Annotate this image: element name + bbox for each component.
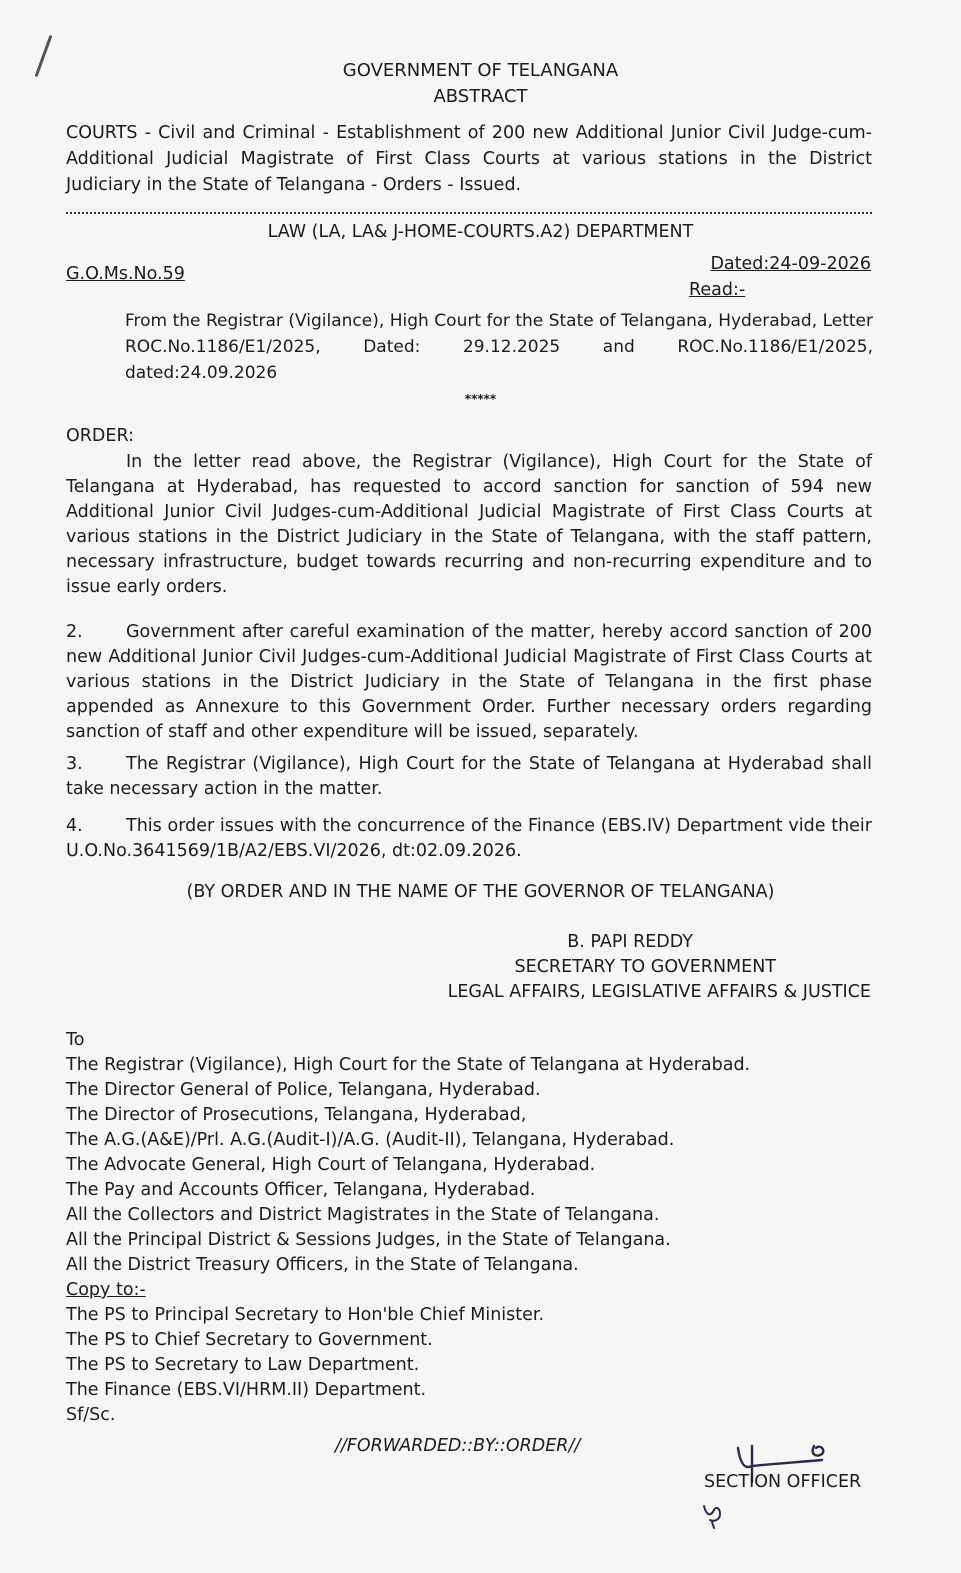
paragraph-2 <box>66 620 872 745</box>
government-heading: GOVERNMENT OF TELANGANA <box>342 60 619 81</box>
forwarded-line: //FORWARDED::BY::ORDER// <box>335 1436 581 1456</box>
recipient-item: The Director of Prosecutions, Telangana, Hyderabad, <box>66 1105 527 1125</box>
paragraph-2-text: Government after careful examination of the matter, hereby accord sanction of 200 new Additional Junior Civil Judges-cum-Additional Judicial Magistrate of First Class Courts at various stations in the District Judiciary in the State of Telangana in the first phase appended as Annexure to this Government Order. Further necessary orders regarding sanction of staff and other expenditure will be issued, separately. <box>66 622 872 742</box>
abstract-heading: ABSTRACT <box>433 86 528 107</box>
signatory-block <box>271 930 871 1005</box>
dated-label: Dated:24-09-2026 <box>710 254 871 274</box>
copy-to-item: The PS to Chief Secretary to Government. <box>66 1330 433 1350</box>
copy-to-item: The PS to Secretary to Law Department. <box>66 1355 420 1375</box>
paragraph-4 <box>66 814 872 864</box>
recipient-item: All the Principal District & Sessions Judges, in the State of Telangana. <box>66 1230 671 1250</box>
paragraph-3-text: The Registrar (Vigilance), High Court for the State of Telangana at Hyderabad shall take necessary action in the matter. <box>66 754 872 799</box>
copy-to-item: Sf/Sc. <box>66 1405 116 1425</box>
recipient-item: The Pay and Accounts Officer, Telangana, Hyderabad. <box>66 1180 536 1200</box>
governor-line: (BY ORDER AND IN THE NAME OF THE GOVERNOR OF TELANGANA) <box>186 882 775 902</box>
dotted-divider <box>66 212 872 214</box>
handwritten-initials <box>700 1500 728 1530</box>
paragraph-1 <box>66 450 872 600</box>
paragraph-4-text: This order issues with the concurrence of the Finance (EBS.IV) Department vide their U.O.No.3641569/1B/A2/EBS.VI/2026, dt:02.09.2026. <box>66 816 872 861</box>
to-label: To <box>66 1030 85 1050</box>
copy-to-item: The Finance (EBS.VI/HRM.II) Department. <box>66 1380 427 1400</box>
distribution-block <box>66 1028 872 1428</box>
recipient-item: The Registrar (Vigilance), High Court for the State of Telangana at Hyderabad. <box>66 1055 751 1075</box>
signatory-name: B. PAPI REDDY <box>567 932 693 952</box>
signatory-title: SECRETARY TO GOVERNMENT <box>514 957 776 977</box>
subject-text: COURTS - Civil and Criminal - Establishment of 200 new Additional Junior Civil Judge-cum-Additional Judicial Magistrate of First Class Courts at various stations in the District Judiciary in the State of Telangana - Orders - Issued. <box>66 123 872 195</box>
recipient-item: All the Collectors and District Magistrates in the State of Telangana. <box>66 1205 660 1225</box>
separator-stars: ***** <box>464 392 497 406</box>
paragraph-3-number: 3. <box>66 754 83 774</box>
paragraph-3 <box>66 752 872 802</box>
copy-to-label: Copy to:- <box>66 1280 146 1300</box>
paragraph-4-number: 4. <box>66 816 83 836</box>
recipient-item: All the District Treasury Officers, in the State of Telangana. <box>66 1255 579 1275</box>
signatory-department: LEGAL AFFAIRS, LEGISLATIVE AFFAIRS & JUSTICE <box>447 982 871 1002</box>
go-number: G.O.Ms.No.59 <box>66 264 185 284</box>
paragraph-2-number: 2. <box>66 622 83 642</box>
recipient-item: The Advocate General, High Court of Telangana, Hyderabad. <box>66 1155 596 1175</box>
copy-to-item: The PS to Principal Secretary to Hon'ble Chief Minister. <box>66 1305 545 1325</box>
order-heading: ORDER: <box>66 426 134 446</box>
recipient-item: The A.G.(A&E)/Prl. A.G.(Audit-I)/A.G. (Audit-II), Telangana, Hyderabad. <box>66 1130 675 1150</box>
recipient-item: The Director General of Police, Telangana, Hyderabad. <box>66 1080 541 1100</box>
section-officer-label: SECTION OFFICER <box>704 1472 862 1492</box>
read-label: Read:- <box>689 280 746 300</box>
department-heading: LAW (LA, LA& J-HOME-COURTS.A2) DEPARTMENT <box>267 222 694 242</box>
paragraph-1-text: In the letter read above, the Registrar (Vigilance), High Court for the State of Telangana at Hyderabad, has requested to accord sanction for sanction of 594 new Additional Junior Civil Judges-cum-Additional Judicial Magistrate of First Class Courts at various stations in the District Judiciary in the State of Telangana, with the staff pattern, necessary infrastructure, budget towards recurring and non-recurring expenditure and to issue early orders. <box>66 452 872 597</box>
reference-text: From the Registrar (Vigilance), High Court for the State of Telangana, Hyderabad, Letter ROC.No.1186/E1/2025, Dated: 29.12.2025 and ROC.No.1186/E1/2025, dated:24.09.2026 <box>125 311 873 383</box>
